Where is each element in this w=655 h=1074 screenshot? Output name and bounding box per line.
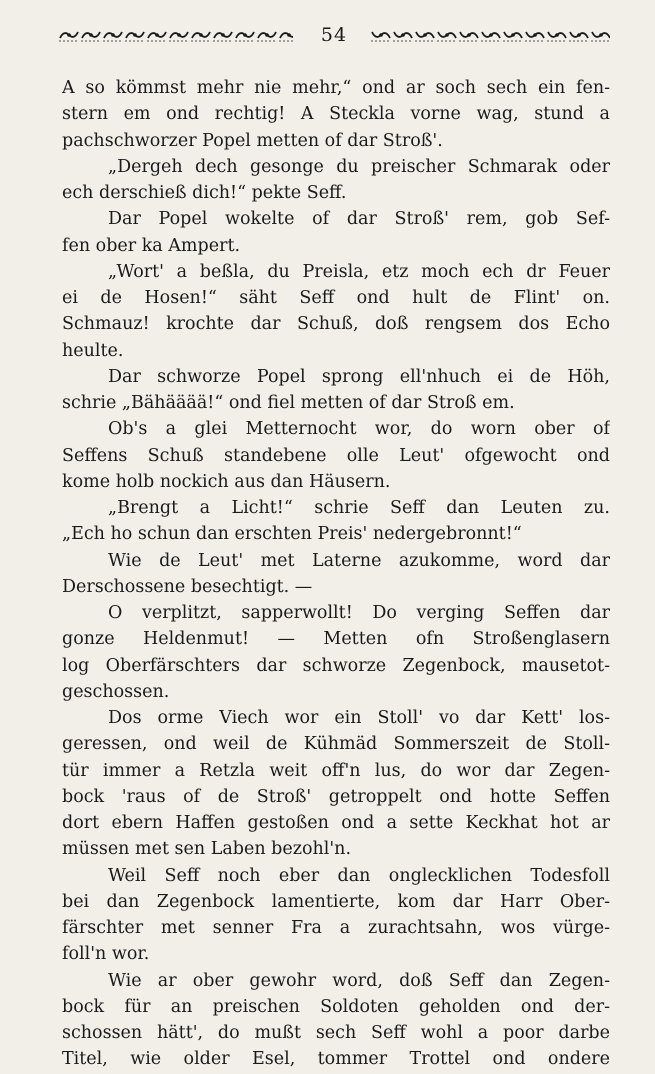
text-line: heulte. xyxy=(62,340,124,361)
text-line: Schmauz! krochte dar Schuß, doß rengsem dos Echo xyxy=(62,314,610,335)
text-line: „Dergeh dech gesonge du preischer Schmarak oder xyxy=(108,156,610,177)
text-line: Ob's a glei Metternocht wor, do worn ober of xyxy=(108,419,610,440)
page-number: 54 xyxy=(320,24,348,46)
text-line: kome holb nockich aus dan Häusern. xyxy=(62,471,391,492)
page-header xyxy=(58,22,610,48)
text-line: log Oberfärschters dar schworze Zegenbock, mausetot- xyxy=(62,655,610,676)
text-line: Derschossene besechtigt. — xyxy=(62,576,313,597)
text-line: Dar schworze Popel sprong ell'nhuch ei de Höh, xyxy=(108,366,610,387)
text-line: ech derschieß dich!“ pekte Seff. xyxy=(62,183,347,203)
text-line: A so kömmst mehr nie mehr,“ ond ar soch sech ein fen- xyxy=(62,78,610,98)
text-line: Titel, wie older Esel, tommer Trottel ond ondere xyxy=(62,1049,610,1070)
text-line: Wie ar ober gewohr word, doß Seff dan Zegen- xyxy=(108,970,610,991)
text-line: Dos orme Viech wor ein Stoll' vo dar Kett' los- xyxy=(108,708,610,728)
text-line: schrie „Bähääää!“ ond fiel metten of dar Stroß em. xyxy=(62,393,515,413)
text-line: gonze Heldenmut! — Metten ofn Stroßenglasern xyxy=(62,629,610,650)
text-line: foll'n wor. xyxy=(62,944,150,965)
text-line: bock für an preischen Soldoten geholden ond der- xyxy=(62,996,610,1017)
text-line: tür immer a Retzla weit off'n lus, do wor dar Zegen- xyxy=(62,760,610,781)
text-line: fen ober ka Ampert. xyxy=(62,235,241,256)
text-line: bock 'raus of de Stroß' getroppelt ond hotte Seffen xyxy=(62,786,610,807)
text-line: O verplitzt, sapperwollt! Do verging Seffen dar xyxy=(108,603,610,623)
text-line: Seffens Schuß standebene olle Leut' ofgewocht ond xyxy=(62,445,610,466)
text-line: „Wort' a beßla, du Preisla, etz moch ech dr Feuer xyxy=(108,261,610,282)
text-line: „Ech ho schun dan erschten Preis' nedergebronnt!“ xyxy=(62,524,522,545)
text-line: pachschworzer Popel metten of dar Stroß'. xyxy=(62,130,443,151)
text-line: Weil Seff noch eber dan onglecklichen Todesfoll xyxy=(108,865,610,886)
text-line: bei dan Zegenbock lamentierte, kom dar Harr Ober- xyxy=(62,891,610,912)
text-line: stern em ond rechtig! A Steckla vorne wag, stund a xyxy=(62,104,610,125)
text-line: müssen met sen Laben bezohl'n. xyxy=(62,839,352,860)
header-ornament-right xyxy=(370,26,610,44)
header-ornament-left xyxy=(58,26,293,44)
text-line: geschossen. xyxy=(62,681,170,702)
text-line: „Brengt a Licht!“ schrie Seff dan Leuten zu. xyxy=(108,498,610,518)
text-line: ei de Hosen!“ säht Seff ond hult de Flint' on. xyxy=(62,288,610,308)
text-line: dort ebern Haffen gestoßen ond a sette Keckhat hot ar xyxy=(62,813,610,833)
text-line: färschter met senner Fra a zurachtsahn, wos vürge- xyxy=(62,918,610,938)
body-text xyxy=(62,75,610,1073)
text-line: Dar Popel wokelte of dar Stroß' rem, gob Sef- xyxy=(108,209,610,230)
text-line: schossen hätt', do mußt sech Seff wohl a poor darbe xyxy=(62,1023,610,1043)
text-line: Wie de Leut' met Laterne azukomme, word dar xyxy=(108,550,610,571)
text-line: geressen, ond weil de Kühmäd Sommerszeit de Stoll- xyxy=(62,734,610,755)
